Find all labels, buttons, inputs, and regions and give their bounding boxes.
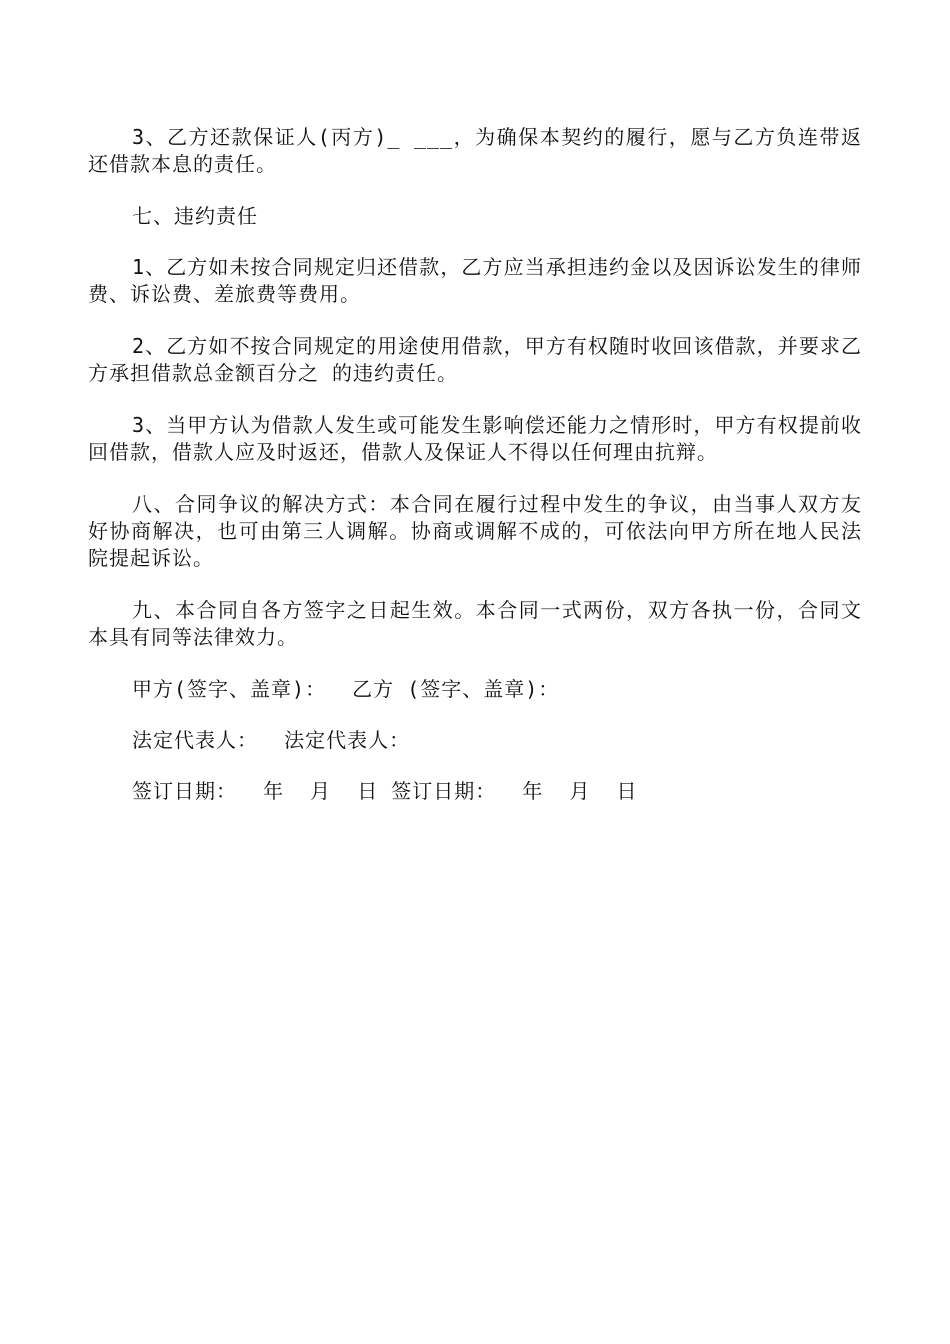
section-heading-breach: 七、违约责任: [132, 204, 258, 228]
clause-guarantor: 3、乙方还款保证人(丙方)_ ___，为确保本契约的履行，愿与乙方负连带返还借款本息的责任。: [88, 125, 862, 176]
signature-dates: 签订日期： 年 月 日 签订日期： 年 月 日: [132, 779, 638, 803]
clause-breach-1: 1、乙方如未按合同规定归还借款，乙方应当承担违约金以及因诉讼发生的律师费、诉讼费、差旅费等费用。: [88, 255, 862, 306]
signature-parties: 甲方(签字、盖章)： 乙方 (签字、盖章)：: [132, 677, 560, 701]
clause-breach-3: 3、当甲方认为借款人发生或可能发生影响偿还能力之情形时，甲方有权提前收回借款，借款人应及时返还，借款人及保证人不得以任何理由抗辩。: [88, 413, 862, 464]
clause-breach-2: 2、乙方如不按合同规定的用途使用借款，甲方有权随时收回该借款，并要求乙方承担借款总金额百分之 的违约责任。: [88, 334, 862, 385]
clause-dispute-resolution: 八、合同争议的解决方式：本合同在履行过程中发生的争议，由当事人双方友好协商解决，也可由第三人调解。协商或调解不成的，可依法向甲方所在地人民法院提起诉讼。: [88, 492, 862, 570]
clause-effectiveness: 九、本合同自各方签字之日起生效。本合同一式两份，双方各执一份，合同文本具有同等法律效力。: [88, 598, 862, 649]
signature-representatives: 法定代表人： 法定代表人：: [132, 728, 411, 752]
document-page: [88, 124, 862, 829]
